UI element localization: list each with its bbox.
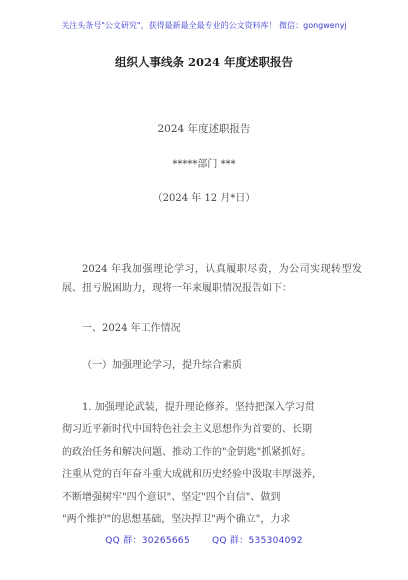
document-subtitle: 2024 年度述职报告 bbox=[157, 123, 251, 135]
report-date: （2024 年 12 月*日） bbox=[152, 193, 256, 204]
subsection-heading: （一）加强理论学习，提升综合素质 bbox=[82, 360, 242, 371]
body-line: 不断增强树牢"四个意识"、坚定"四个自信"、做到 bbox=[62, 491, 281, 503]
department-line: *****部门 *** bbox=[172, 159, 236, 170]
section-heading: 一、2024 年工作情况 bbox=[82, 323, 181, 334]
body-paragraph bbox=[62, 397, 362, 531]
footer-contact bbox=[0, 533, 408, 546]
promo-banner: 关注头条号"公文研究"，获得最新最全最专业的公文资料库！ 微信：gongwenyj bbox=[61, 21, 347, 30]
qq-group-2: QQ 群：535304092 bbox=[211, 536, 303, 546]
body-line: 彻习近平新时代中国特色社会主义思想作为首要的、长期 bbox=[62, 424, 312, 436]
body-line: 的政治任务和解决问题、推动工作的"金钥匙"抓紧抓好。 bbox=[62, 446, 312, 458]
intro-paragraph: 2024 年我加强理论学习，认真履职尽责，为公司实现转型发展、扭亏脱困助力，现将一年来履职情况报告如下： bbox=[62, 264, 362, 294]
body-line: 注重从党的百年奋斗重大成就和历史经验中汲取丰厚滋养， bbox=[62, 469, 322, 481]
document-title: 组织人事线条 2024 年度述职报告 bbox=[114, 55, 293, 69]
qq-group-1: QQ 群：30265665 bbox=[105, 536, 190, 546]
body-line: 1. 加强理论武装，提升理论修养。坚持把深入学习贯 bbox=[82, 402, 315, 413]
body-line: "两个维护"的思想基础，坚决捍卫"两个确立"，力求 bbox=[62, 514, 291, 526]
